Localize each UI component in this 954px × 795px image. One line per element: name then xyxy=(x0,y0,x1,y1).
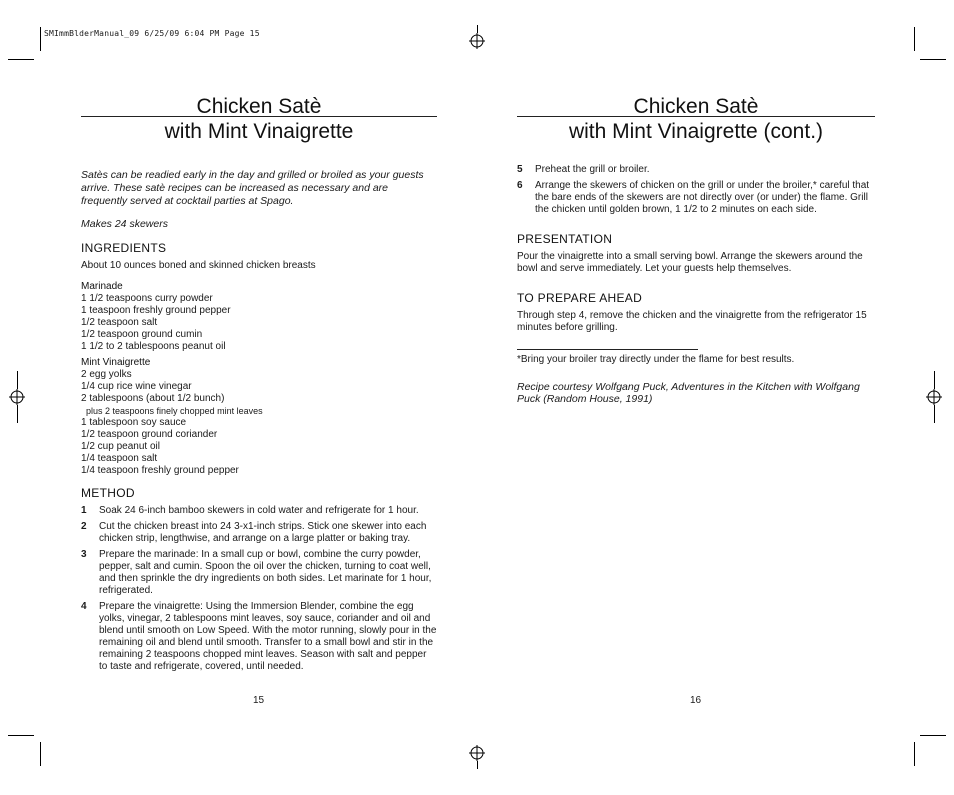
step-text: Prepare the marinade: In a small cup or bowl, combine the curry powder, pepper, salt and cumin. Spoon the oil over the chicken, turning to coat well, and then sprinkle the dry ingredients on both sides. Let marinate for 1 hour, refrigerated. xyxy=(99,549,432,596)
list-item: 1/2 teaspoon salt xyxy=(81,317,158,328)
list-item: 1/4 teaspoon salt xyxy=(81,453,158,464)
page-title xyxy=(81,94,437,144)
step-number: 2 xyxy=(81,521,87,532)
list-item: 1 teaspoon freshly ground pepper xyxy=(81,305,231,316)
left-page xyxy=(81,94,437,677)
crop-mark xyxy=(40,27,41,51)
title-line-1: Chicken Satè xyxy=(196,95,322,118)
crop-mark xyxy=(914,27,915,51)
chicken-ingredient: About 10 ounces boned and skinned chicken breasts xyxy=(81,260,316,271)
presentation-heading: PRESENTATION xyxy=(517,232,613,246)
page-title xyxy=(517,94,875,144)
printer-slug: SMImmBlderManual_09 6/25/09 6:04 PM Page 15 xyxy=(44,29,260,38)
title-line-2: with Mint Vinaigrette xyxy=(164,120,354,143)
list-item: 1 1/2 teaspoons curry powder xyxy=(81,293,213,304)
crop-mark xyxy=(934,405,935,423)
method-step xyxy=(81,601,437,673)
crop-mark xyxy=(914,742,915,766)
list-item: 1/2 cup peanut oil xyxy=(81,441,160,452)
page-number-left: 15 xyxy=(253,695,265,706)
vinaigrette-heading: Mint Vinaigrette xyxy=(81,357,151,368)
step-text: Soak 24 6-inch bamboo skewers in cold water and refrigerate for 1 hour. xyxy=(99,505,419,516)
prepare-ahead-heading: TO PREPARE AHEAD xyxy=(517,291,643,305)
list-item: 1/4 cup rice wine vinegar xyxy=(81,381,192,392)
vinaigrette-list xyxy=(81,369,437,477)
method-step xyxy=(81,549,437,597)
crop-mark xyxy=(477,761,478,769)
step-number: 3 xyxy=(81,549,87,560)
page-number-right: 16 xyxy=(690,695,702,706)
step-number: 6 xyxy=(517,180,523,191)
step-number: 1 xyxy=(81,505,87,516)
yield-text: Makes 24 skewers xyxy=(81,218,168,230)
registration-mark-icon xyxy=(9,389,25,405)
list-item: 1/2 teaspoon ground coriander xyxy=(81,429,218,440)
step-number: 5 xyxy=(517,164,523,175)
title-line-1: Chicken Satè xyxy=(633,95,759,118)
method-step xyxy=(517,164,875,176)
title-line-2: with Mint Vinaigrette (cont.) xyxy=(568,120,824,143)
presentation-text: Pour the vinaigrette into a small serving bowl. Arrange the skewers around the bowl and serve immediately. Let your guests help themselves. xyxy=(517,251,863,274)
intro-text: Satès can be readied early in the day and grilled or broiled as your guests arrive. These satè recipes can be increased as necessary and are frequently served at cocktail parties at Spago. xyxy=(81,169,424,207)
prepare-ahead-text: Through step 4, remove the chicken and the vinaigrette from the refrigerator 15 minutes before grilling. xyxy=(517,310,867,333)
step-text: Prepare the vinaigrette: Using the Immersion Blender, combine the egg yolks, vinegar, 2 tablespoons mint leaves, soy sauce, coriander and oil and blend until smooth on Low Speed. With the motor running, slowly pour in the remaining oil and blend until smooth. Transfer to a small bowl and stir in the remaining 2 teaspoons chopped mint leaves. Season with salt and pepper to taste and refrigerate, covered, until needed. xyxy=(99,601,437,672)
footnote-rule xyxy=(517,349,698,350)
list-item: 1/2 teaspoon ground cumin xyxy=(81,329,203,340)
footnote: *Bring your broiler tray directly under the flame for best results. xyxy=(517,354,795,365)
recipe-credit: Recipe courtesy Wolfgang Puck, Adventures in the Kitchen with Wolfgang Puck (Random House, 1991) xyxy=(517,381,860,405)
step-text: Preheat the grill or broiler. xyxy=(535,164,650,175)
crop-mark xyxy=(8,59,34,60)
crop-mark xyxy=(40,742,41,766)
crop-mark xyxy=(8,735,34,736)
marinade-list xyxy=(81,293,437,353)
crop-mark xyxy=(920,59,946,60)
registration-mark-icon xyxy=(469,745,485,761)
registration-mark-icon xyxy=(469,33,485,49)
step-text: Cut the chicken breast into 24 3-x1-inch strips. Stick one skewer into each chicken strip, lengthwise, and arrange on a large platter or baking tray. xyxy=(99,521,427,544)
crop-mark xyxy=(17,371,18,389)
ingredients-heading: INGREDIENTS xyxy=(81,241,167,255)
list-item: 1/4 teaspoon freshly ground pepper xyxy=(81,465,239,476)
crop-mark xyxy=(17,405,18,423)
marinade-heading: Marinade xyxy=(81,281,123,292)
method-step xyxy=(81,521,437,545)
list-item: plus 2 teaspoons finely chopped mint leaves xyxy=(86,406,263,416)
crop-mark xyxy=(920,735,946,736)
right-page xyxy=(517,94,875,405)
method-heading: METHOD xyxy=(81,486,135,500)
registration-mark-icon xyxy=(926,389,942,405)
step-number: 4 xyxy=(81,601,87,612)
list-item: 2 tablespoons (about 1/2 bunch) xyxy=(81,393,225,404)
method-steps-continued xyxy=(517,164,875,216)
step-text: Arrange the skewers of chicken on the grill or under the broiler,* careful that the bare ends of the skewers are not directly over (or under) the flame. Grill the chicken until golden brown, 1 1/2 to 2 minutes on each side. xyxy=(535,180,870,215)
crop-mark xyxy=(934,371,935,389)
method-steps xyxy=(81,505,437,673)
list-item: 2 egg yolks xyxy=(81,369,132,380)
list-item: 1 1/2 to 2 tablespoons peanut oil xyxy=(81,341,226,352)
list-item: 1 tablespoon soy sauce xyxy=(81,417,187,428)
crop-mark xyxy=(477,25,478,33)
method-step xyxy=(517,180,875,216)
method-step xyxy=(81,505,437,517)
